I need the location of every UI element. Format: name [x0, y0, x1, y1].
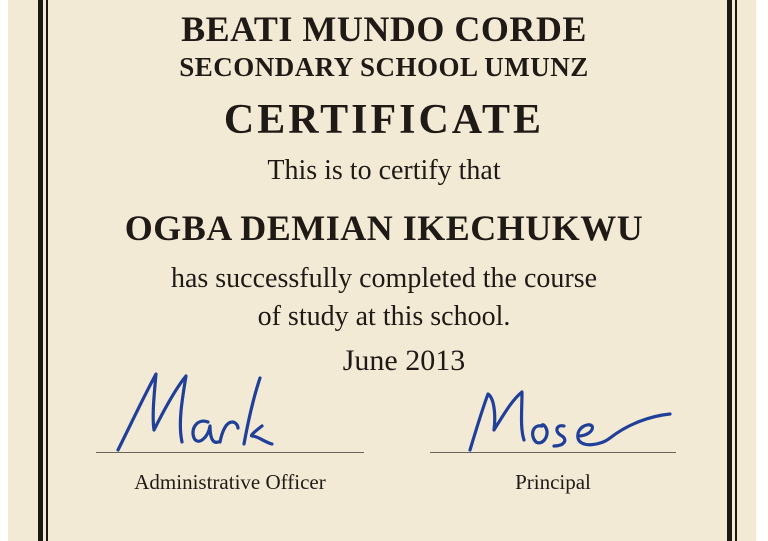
- completion-line-1: has successfully completed the course: [170, 263, 598, 294]
- school-name: BEATI MUNDO CORDE: [181, 9, 587, 49]
- recipient-name: OGBA DEMIAN IKECHUKWU: [124, 208, 644, 248]
- principal-label: Principal: [515, 470, 591, 494]
- administrative-officer-signature-line: [96, 452, 364, 453]
- completion-line-2: of study at this school.: [257, 301, 511, 332]
- issue-date: June 2013: [342, 344, 466, 377]
- administrative-officer-label: Administrative Officer: [134, 470, 326, 494]
- school-subtitle: SECONDARY SCHOOL UMUNZ: [179, 52, 589, 82]
- principal-signature-line: [430, 452, 676, 453]
- certificate-title: CERTIFICATE: [223, 97, 545, 143]
- certify-text: This is to certify that: [267, 155, 501, 186]
- principal-signature: [460, 374, 675, 454]
- administrative-officer-signature: [112, 366, 302, 456]
